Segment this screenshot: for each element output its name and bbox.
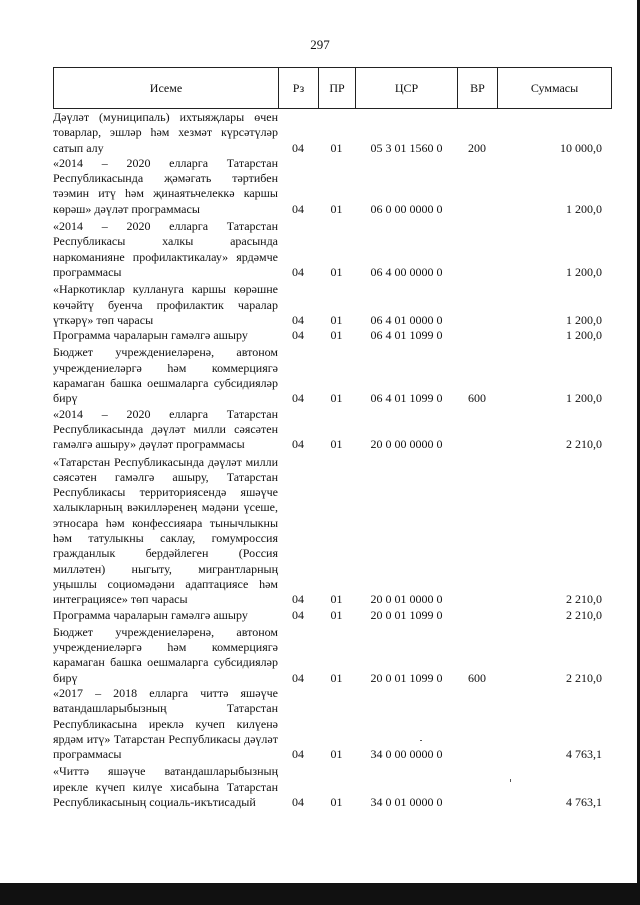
row-csr: 06 4 01 1099 0 [370, 328, 443, 343]
row-sum: 2 210,0 [566, 592, 602, 607]
row-rz: 04 [292, 391, 304, 406]
table-row [53, 455, 613, 608]
row-sum: 4 763,1 [566, 747, 602, 762]
row-name: «2014 – 2020 елларга Татарстан Республикасында җәмәгать тәртибен тәэмин итү һәм җинаятьчелеккә каршы көрәш» дәүләт программасы [53, 155, 278, 216]
row-sum: 1 200,0 [566, 312, 602, 327]
row-pr: 01 [330, 312, 343, 327]
row-rz: 04 [292, 328, 304, 343]
table-row [53, 345, 613, 406]
row-name: «2014 – 2020 елларга Татарстан Республикасы халкы арасында наркоманияне профилактикалау» ярдәмче программасы [53, 219, 278, 279]
row-csr: 20 0 01 1099 0 [370, 607, 443, 622]
row-csr: 20 0 01 1099 0 [370, 670, 443, 685]
row-name: «2017 – 2018 елларга читтә яшәүче ватандашларыбызның Татарстан Республикасына иреклә кучеп килүенә ярдәм итү» Татарстан Республикасы дәүләт программасы [53, 685, 278, 762]
row-rz: 04 [292, 201, 304, 216]
row-name: «Читтә яшәүче ватандашларыбызның ирекле күчеп килүе хисабына Татарстан Республикасының социаль-икътисадый [53, 764, 278, 810]
table-body [53, 110, 613, 810]
row-rz: 04 [292, 607, 304, 622]
row-sum: 2 210,0 [566, 670, 602, 685]
row-sum: 4 763,1 [566, 795, 602, 810]
row-csr: 05 3 01 1560 0 [370, 140, 443, 155]
row-vr: 200 [468, 140, 486, 155]
row-csr: 20 0 00 0000 0 [370, 437, 443, 452]
row-rz: 04 [292, 670, 304, 685]
row-name: Бюджет учреждениеләренә, автоном учреждениеләргә һәм коммерциягә карамаган башка оешмаларга субсидияләр бирү [53, 345, 278, 406]
row-pr: 01 [330, 747, 343, 762]
table-row [53, 764, 613, 810]
row-rz: 04 [292, 592, 304, 607]
row-vr: 600 [468, 391, 486, 406]
row-name: Дәүләт (муниципаль) ихтыяҗлары өчен товарлар, эшләр һәм хезмәт күрсәтүләр сатып алу [53, 110, 278, 155]
row-pr: 01 [330, 592, 343, 607]
row-sum: 1 200,0 [566, 264, 602, 279]
scan-speck [510, 779, 511, 782]
table-row [53, 625, 613, 686]
row-csr: 20 0 01 0000 0 [370, 592, 443, 607]
header-pr: ПР [319, 68, 356, 109]
page-number: 297 [310, 37, 330, 52]
row-csr: 06 4 00 0000 0 [370, 264, 443, 279]
row-pr: 01 [330, 391, 343, 406]
table-row [53, 407, 613, 453]
header-vr: ВР [458, 68, 498, 109]
row-pr: 01 [330, 795, 343, 810]
row-rz: 04 [292, 747, 304, 762]
row-sum: 2 210,0 [566, 437, 602, 452]
table-row [53, 328, 613, 343]
row-sum: 1 200,0 [566, 201, 602, 216]
row-csr: 06 4 01 1099 0 [370, 391, 443, 406]
table-row [53, 282, 613, 328]
row-pr: 01 [330, 607, 343, 622]
row-name: Программа чараларын гамәлгә ашыру [53, 328, 248, 343]
header-name: Исеме [54, 68, 279, 109]
row-rz: 04 [292, 140, 304, 155]
row-pr: 01 [330, 140, 343, 155]
row-csr: 34 0 00 0000 0 [370, 747, 443, 762]
table-row [53, 608, 613, 623]
row-rz: 04 [292, 437, 304, 452]
row-name: Программа чараларын гамәлгә ашыру [53, 607, 248, 622]
row-pr: 01 [330, 437, 343, 452]
row-name: «Татарстан Республикасында дәүләт милли сәясәтен гамәлгә ашыру, Татарстан Республикасы территориясендә яшәүче халыкларның вәкилләренең мәдәни үсеше, этносара һәм конфессияара тынычлыкны һәм татулыкны саклау, гомумроссия гражданлык бердәйлеген (Россия милләтен) ныгыту, мигрантларның уңышлы социомәдәни адаптациясе һәм интеграциясе» төп чарасы [53, 454, 278, 607]
scan-speck [420, 740, 422, 741]
table-row [53, 219, 613, 280]
row-name: «Наркотиклар куллануга каршы көрәшне көчәйтү буенча профилактик чаралар үткәрү» төп чарасы [53, 282, 278, 327]
row-name: Бюджет учреждениеләренә, автоном учреждениеләргә һәм коммерциягә карамаган башка оешмаларга субсидияләр бирү [53, 624, 278, 685]
row-vr: 600 [468, 670, 486, 685]
row-pr: 01 [330, 328, 343, 343]
row-sum: 1 200,0 [566, 391, 602, 406]
row-pr: 01 [330, 201, 343, 216]
row-pr: 01 [330, 670, 343, 685]
header-csr: ЦСР [356, 68, 458, 109]
row-csr: 34 0 01 0000 0 [370, 795, 443, 810]
table-row [53, 156, 613, 217]
table-row [53, 686, 613, 762]
row-name: «2014 – 2020 елларга Татарстан Республикасында дәүләт милли сәясәтен гамәлгә ашыру» дәүләт программасы [53, 406, 278, 452]
row-pr: 01 [330, 264, 343, 279]
scan-edge-bottom [0, 883, 640, 905]
header-sum: Суммасы [498, 68, 612, 109]
table-row [53, 110, 613, 156]
row-rz: 04 [292, 795, 304, 810]
table-header [53, 67, 612, 109]
header-rz: Рз [279, 68, 319, 109]
row-rz: 04 [292, 312, 304, 327]
row-csr: 06 4 01 0000 0 [370, 312, 443, 327]
row-sum: 2 210,0 [566, 607, 602, 622]
row-rz: 04 [292, 264, 304, 279]
row-sum: 10 000,0 [560, 140, 602, 155]
row-csr: 06 0 00 0000 0 [370, 201, 443, 216]
row-sum: 1 200,0 [566, 328, 602, 343]
